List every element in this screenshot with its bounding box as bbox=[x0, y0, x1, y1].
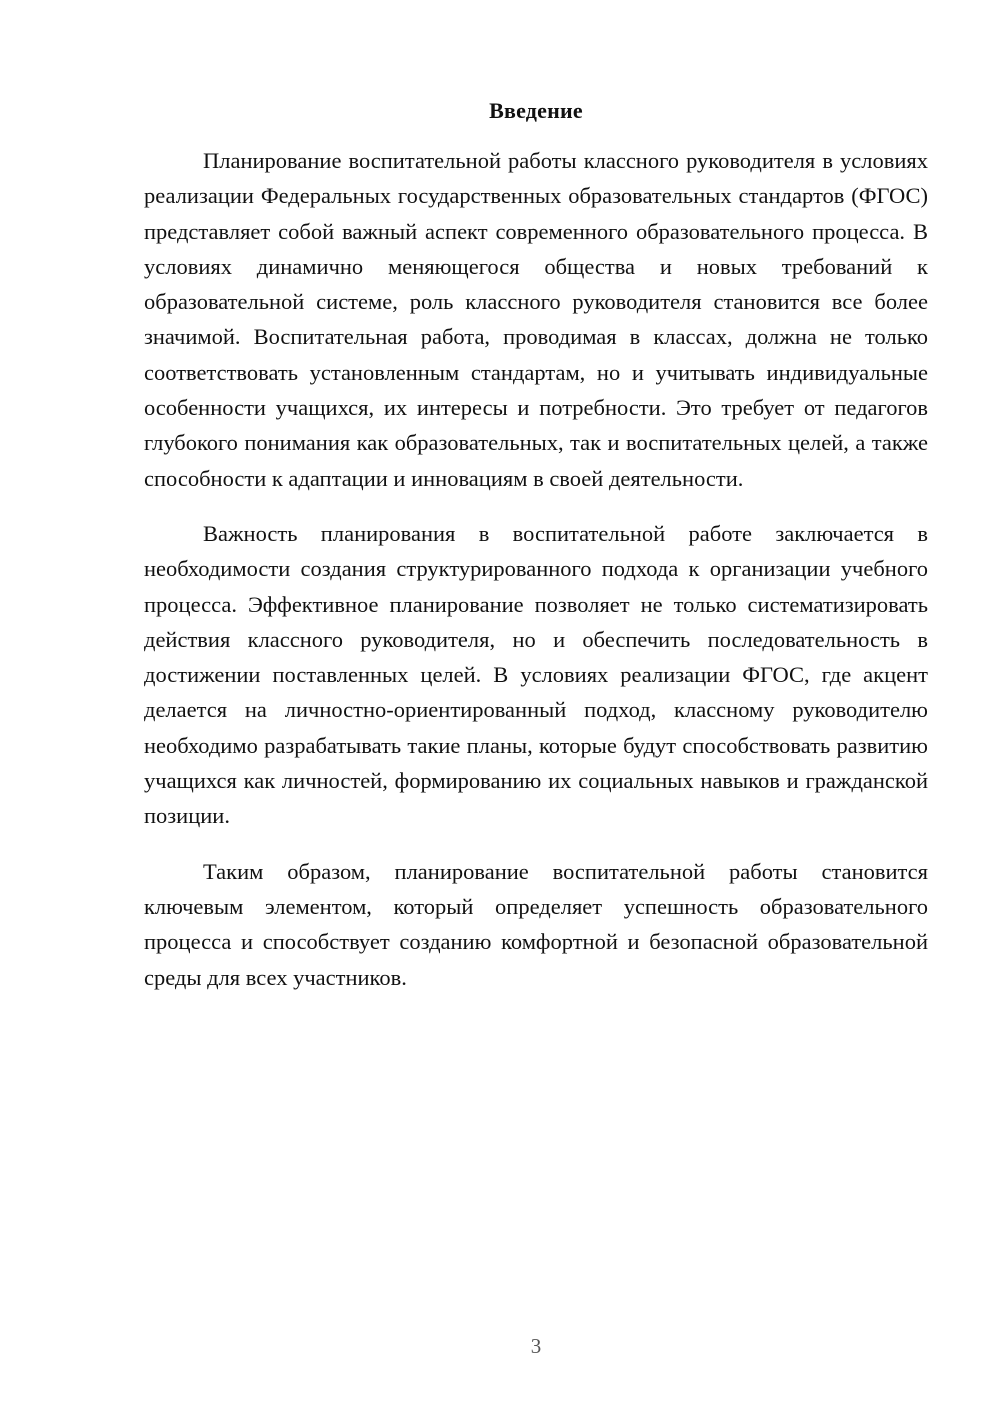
paragraph-3: Таким образом, планирование воспитательной работы становится ключевым элементом, который определяет успешность образовательного процесса и способствует созданию комфортной и безопасной образовательной среды для всех участников. bbox=[144, 858, 928, 990]
page-title: Введение bbox=[489, 98, 583, 123]
page-number: 3 bbox=[530, 1334, 542, 1358]
document-body bbox=[144, 143, 928, 995]
paragraph-1: Планирование воспитательной работы классного руководителя в условиях реализации Федеральных государственных образовательных стандартов (ФГОС) представляет собой важный аспект современного образовательного процесса. В условиях динамично меняющегося общества и новых требований к образовательной системе, роль классного руководителя становится все более значимой. Воспитательная работа, проводимая в классах, должна не только соответствовать установленным стандартам, но и учитывать индивидуальные особенности учащихся, их интересы и потребности. Это требует от педагогов глубокого понимания как образовательных, так и воспитательных целей, а также способности к адаптации и инновациям в своей деятельности. bbox=[144, 148, 928, 491]
paragraph-2: Важность планирования в воспитательной работе заключается в необходимости создания структурированного подхода к организации учебного процесса. Эффективное планирование позволяет не только систематизировать действия классного руководителя, но и обеспечить последовательность в достижении поставленных целей. В условиях реализации ФГОС, где акцент делается на личностно-ориентированный подход, классному руководителю необходимо разрабатывать такие планы, которые будут способствовать развитию учащихся как личностей, формированию их социальных навыков и гражданской позиции. bbox=[144, 520, 928, 829]
